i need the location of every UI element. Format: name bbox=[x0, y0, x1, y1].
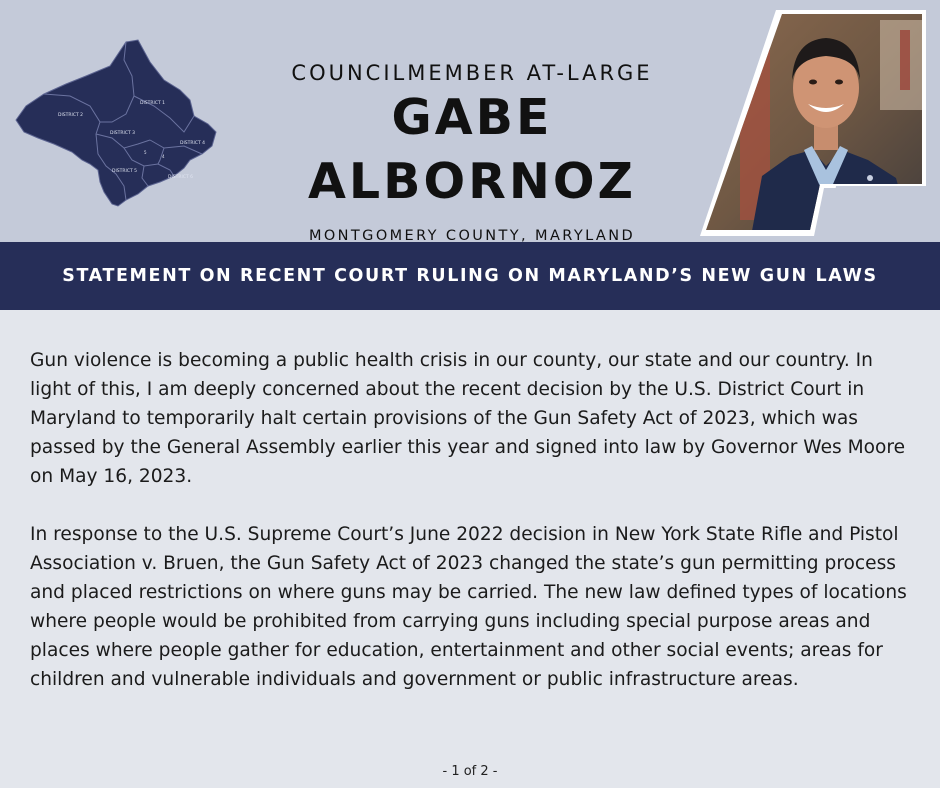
statement-heading: STATEMENT ON RECENT COURT RULING ON MARYLAND’S NEW GUN LAWS bbox=[62, 266, 878, 286]
county-district-map bbox=[14, 36, 220, 208]
title-block bbox=[222, 60, 722, 242]
svg-text:5: 5 bbox=[144, 150, 147, 155]
paragraph: Gun violence is becoming a public health crisis in our county, our state and our country. In light of this, I am deeply concerned about the recent decision by the U.S. District Court in Maryland to temporarily halt certain provisions of the Gun Safety Act of 2023, which was passed by the General Assembly earlier this year and signed into law by Governor Wes Moore on May 16, 2023. bbox=[30, 350, 906, 487]
svg-text:4: 4 bbox=[162, 154, 165, 159]
map-label-district-2: DISTRICT 2 bbox=[58, 113, 84, 118]
portrait-photo bbox=[700, 0, 940, 242]
role-title: COUNCILMEMBER AT-LARGE bbox=[291, 61, 653, 85]
page-indicator: - 1 of 2 - bbox=[442, 764, 498, 779]
map-label-district-4: DISTRICT 4 bbox=[180, 141, 206, 146]
map-label-district-6: DISTRICT 6 bbox=[168, 175, 194, 180]
statement-body bbox=[30, 346, 910, 723]
county-location: MONTGOMERY COUNTY, MARYLAND bbox=[308, 228, 636, 242]
map-label-district-3: DISTRICT 3 bbox=[110, 131, 136, 136]
map-label-district-1: DISTRICT 1 bbox=[140, 101, 166, 106]
councilmember-name: GABE ALBORNOZ bbox=[307, 89, 637, 210]
header bbox=[0, 0, 940, 242]
map-label-district-5: DISTRICT 5 bbox=[112, 169, 138, 174]
paragraph: In response to the U.S. Supreme Court’s June 2022 decision in New York State Rifle and Pistol Association v. Bruen, the Gun Safety Act of 2023 changed the state’s gun permitting process and placed restrictions on where guns may be carried. The new law defined types of locations where people would be prohibited from carrying guns including special purpose areas and places where people gather for education, entertainment and other social events; areas for children and vulnerable individuals and government or public infrastructure areas. bbox=[30, 524, 907, 690]
statement-banner bbox=[0, 242, 940, 310]
